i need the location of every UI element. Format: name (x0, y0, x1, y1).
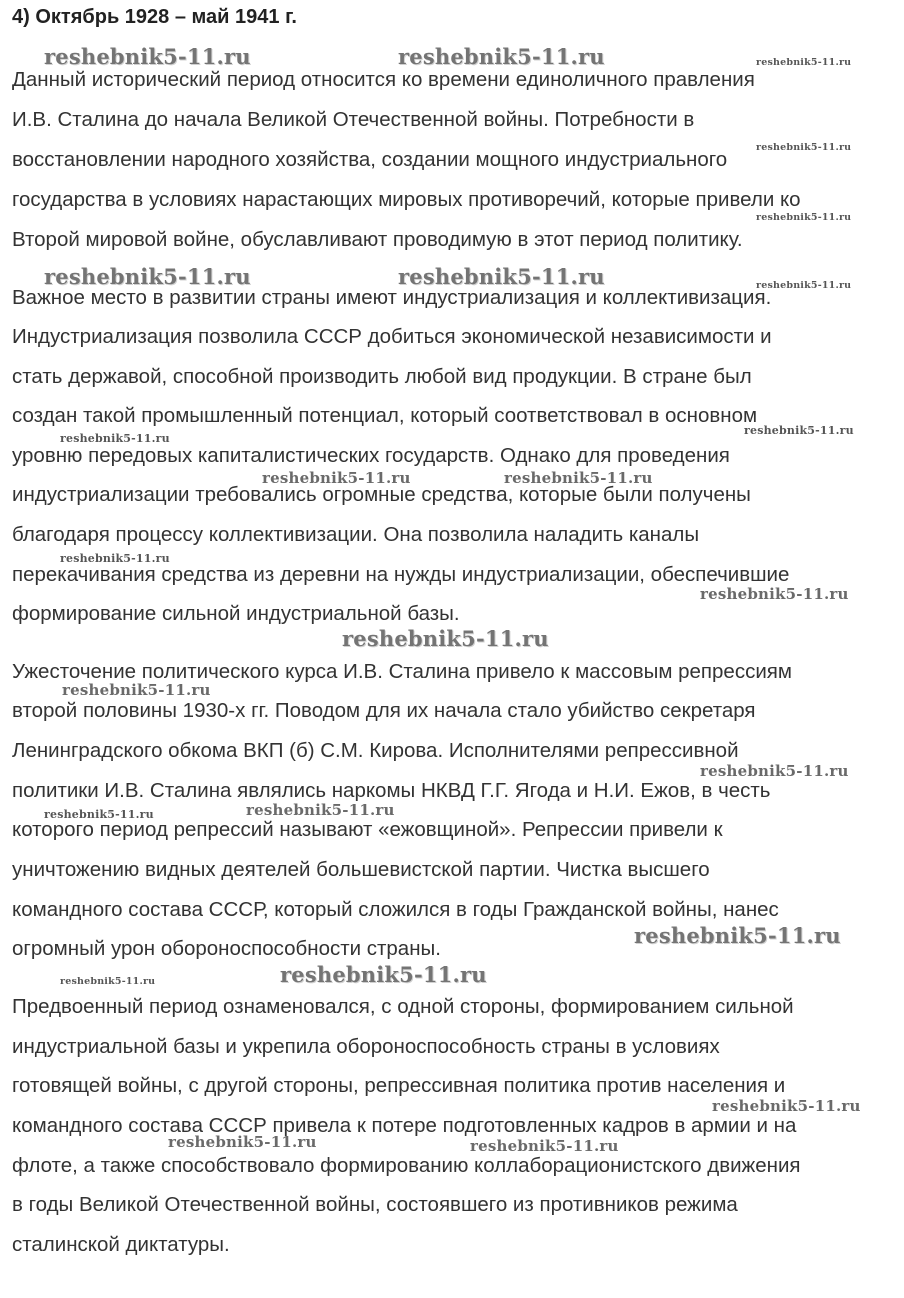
text-line: создан такой промышленный потенциал, который соответствовал в основном (12, 404, 758, 427)
text-line: Ленинградского обкома ВКП (б) С.М. Кирова. Исполнителями репрессивной (12, 739, 739, 762)
watermark: reshebnik5-11.ru (246, 801, 395, 819)
text-line: уничтожению видных деятелей большевистской партии. Чистка высшего (12, 858, 710, 881)
text-line: которого период репрессий называют «ежовщиной». Репрессии привели к (12, 818, 723, 841)
text-line: благодаря процессу коллективизации. Она позволила наладить каналы (12, 523, 700, 546)
text-line: Индустриализация позволила СССР добиться экономической независимости и (12, 325, 772, 348)
section-heading: 4) Октябрь 1928 – май 1941 г. (12, 6, 297, 28)
watermark: reshebnik5-11.ru (60, 432, 170, 445)
text-line: уровню передовых капиталистических государств. Однако для проведения (12, 444, 730, 467)
watermark: reshebnik5-11.ru (756, 280, 852, 291)
text-line: Предвоенный период ознаменовался, с одной стороны, формированием сильной (12, 995, 794, 1018)
watermark: reshebnik5-11.ru (342, 626, 549, 651)
text-line: второй половины 1930-х гг. Поводом для их начала стало убийство секретаря (12, 699, 756, 722)
text-line: восстановлении народного хозяйства, создании мощного индустриального (12, 148, 728, 171)
watermark: reshebnik5-11.ru (280, 962, 487, 987)
text-line: И.В. Сталина до начала Великой Отечественной войны. Потребности в (12, 108, 695, 131)
watermark: reshebnik5-11.ru (44, 264, 251, 289)
watermark: reshebnik5-11.ru (712, 1097, 861, 1115)
text-line: политики И.В. Сталина являлись наркомы НКВД Г.Г. Ягода и Н.И. Ежов, в честь (12, 779, 771, 802)
text-line: командного состава СССР, который сложился в годы Гражданской войны, нанес (12, 898, 779, 921)
watermark: reshebnik5-11.ru (398, 264, 605, 289)
text-line: перекачивания средства из деревни на нужды индустриализации, обеспечившие (12, 563, 790, 586)
text-line: в годы Великой Отечественной войны, состоявшего из противников режима (12, 1193, 738, 1216)
text-line: готовящей войны, с другой стороны, репрессивная политика против населения и (12, 1074, 786, 1097)
watermark: reshebnik5-11.ru (700, 762, 849, 780)
text-line: огромный урон обороноспособности страны. (12, 937, 441, 960)
watermark: reshebnik5-11.ru (262, 469, 411, 487)
text-line: стать державой, способной производить любой вид продукции. В стране был (12, 365, 752, 388)
watermark: reshebnik5-11.ru (60, 552, 170, 565)
watermark: reshebnik5-11.ru (700, 585, 849, 603)
watermark: reshebnik5-11.ru (756, 142, 852, 153)
watermark: reshebnik5-11.ru (168, 1133, 317, 1151)
text-line: Ужесточение политического курса И.В. Сталина привело к массовым репрессиям (12, 660, 792, 683)
watermark: reshebnik5-11.ru (44, 44, 251, 69)
text-line: Важное место в развитии страны имеют индустриализация и коллективизация. (12, 286, 772, 309)
watermark: reshebnik5-11.ru (504, 469, 653, 487)
text-line: Второй мировой войне, обуславливают проводимую в этот период политику. (12, 228, 743, 251)
text-line: Данный исторический период относится ко времени единоличного правления (12, 68, 755, 91)
watermark: reshebnik5-11.ru (634, 923, 841, 948)
text-line: формирование сильной индустриальной базы. (12, 602, 460, 625)
text-line: индустриальной базы и укрепила обороноспособность страны в условиях (12, 1035, 720, 1058)
watermark: reshebnik5-11.ru (44, 808, 154, 821)
text-line: индустриализации требовались огромные средства, которые были получены (12, 483, 751, 506)
watermark: reshebnik5-11.ru (756, 57, 852, 68)
text-line: государства в условиях нарастающих мировых противоречий, которые привели ко (12, 188, 801, 211)
text-line: флоте, а также способствовало формированию коллаборационистского движения (12, 1154, 801, 1177)
text-line: командного состава СССР привела к потере подготовленных кадров в армии и на (12, 1114, 797, 1137)
text-line: сталинской диктатуры. (12, 1233, 230, 1256)
watermark: reshebnik5-11.ru (756, 212, 852, 223)
watermark: reshebnik5-11.ru (62, 681, 211, 699)
watermark: reshebnik5-11.ru (744, 424, 854, 437)
watermark: reshebnik5-11.ru (470, 1137, 619, 1155)
watermark: reshebnik5-11.ru (60, 976, 156, 987)
watermark: reshebnik5-11.ru (398, 44, 605, 69)
